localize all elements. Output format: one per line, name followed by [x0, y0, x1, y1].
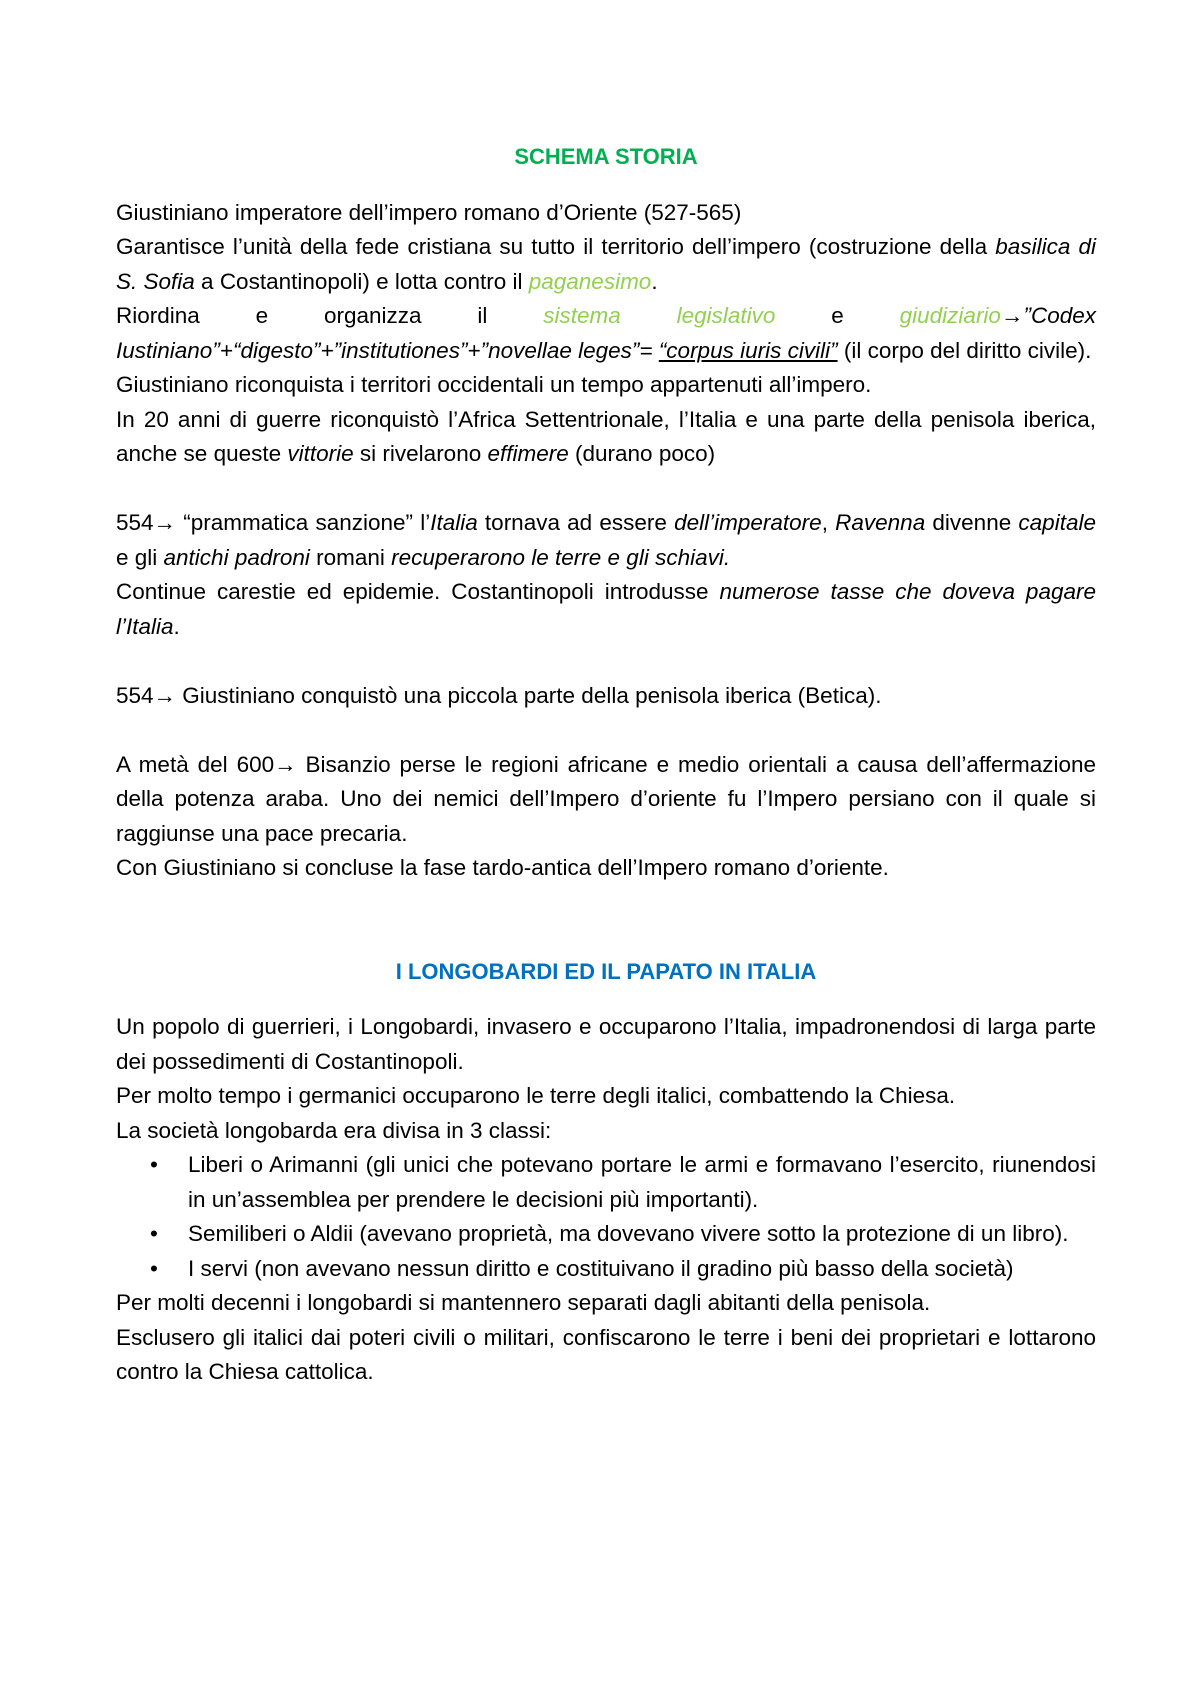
paragraph — [116, 575, 1096, 644]
paragraph: Esclusero gli italici dai poteri civili o militari, confiscarono le terre i beni dei proprietari e lottarono contro la Chiesa cattolica. — [116, 1324, 1096, 1384]
text-run: Riordina e organizza il — [116, 303, 544, 328]
text-run: In 20 anni di guerre riconquistò l’Africa Settentrionale, l’Italia e una parte della penisola iberica, anche se queste — [116, 406, 1096, 466]
text-run: A metà del 600 — [116, 751, 275, 777]
document-page — [116, 140, 1096, 1390]
paragraph: Giustiniano imperatore dell’impero romano d’Oriente (527-565) — [116, 199, 742, 225]
text-run-italic: antichi padroni — [163, 544, 310, 570]
arrow-icon: → — [1000, 303, 1024, 328]
text-run: . — [173, 613, 180, 639]
text-run-underline: “corpus iuris civili” — [658, 337, 838, 363]
paragraph — [116, 506, 1096, 575]
text-run: Garantisce l’unità della fede cristiana su tutto il territorio dell’impero (costruzione della — [116, 234, 996, 259]
text-run: Bisanzio perse le regioni africane e medio orientali a causa dell’affermazione della potenza araba. Uno dei nemici dell’Impero d’oriente fu l’Impero persiano con il quale si raggiunse una pace precaria. — [116, 751, 1096, 846]
text-run: e — [775, 303, 900, 328]
list-item — [116, 1252, 1096, 1287]
arrow-icon: → — [153, 510, 177, 535]
text-run: e gli — [116, 544, 164, 570]
text-run: , — [821, 510, 836, 535]
text-run-italic: recuperarono le terre e gli schiavi. — [391, 544, 731, 570]
paragraph: Per molto tempo i germanici occuparono le terre degli italici, combattendo la Chiesa. — [116, 1083, 956, 1108]
spacer — [116, 472, 1096, 507]
text-run-italic: vittorie — [287, 441, 354, 466]
text-run: . — [651, 268, 658, 294]
paragraph: Giustiniano riconquista i territori occidentali un tempo appartenuti all’impero. — [116, 372, 872, 397]
paragraph — [116, 230, 1096, 299]
bullet-icon: • — [150, 1255, 158, 1281]
spacer — [116, 644, 1096, 679]
arrow-icon: → — [274, 751, 297, 777]
list-item-text: Semiliberi o Aldii (avevano proprietà, ma dovevano vivere sotto la protezione di un libro). — [188, 1221, 1069, 1246]
paragraph: Con Giustiniano si concluse la fase tardo-antica dell’Impero romano d’oriente. — [116, 855, 889, 880]
paragraph: La società longobarda era divisa in 3 classi: — [116, 1117, 552, 1143]
text-run-italic: capitale — [1018, 510, 1096, 535]
text-run-italic: numerose tasse che doveva pagare l’Italia — [116, 579, 1096, 639]
list-item-text: I servi (non avevano nessun diritto e costituivano il gradino più basso della società) — [188, 1255, 1014, 1281]
text-run: divenne — [925, 510, 1019, 535]
spacer — [116, 886, 1096, 955]
text-run: (durano poco) — [568, 441, 716, 466]
paragraph: Un popolo di guerrieri, i Longobardi, invasero e occuparono l’Italia, impadronendosi di larga parte dei possedimenti di Costantinopoli. — [116, 1014, 1096, 1074]
list-item — [116, 1217, 1096, 1252]
text-run-italic: Ravenna — [835, 510, 926, 535]
text-run-italic: Italia — [430, 510, 478, 535]
text-run: “prammatica sanzione” l’ — [176, 510, 431, 535]
paragraph — [116, 748, 1096, 852]
text-run-italic: basilica di S. Sofia — [116, 234, 1096, 294]
text-run-italic: effimere — [487, 441, 569, 466]
text-run-highlight: sistema legislativo — [543, 303, 776, 328]
text-run: a Costantinopoli) e lotta contro il — [194, 268, 529, 294]
text-run: tornava ad essere — [477, 510, 675, 535]
text-run: (il corpo del diritto civile). — [837, 337, 1092, 363]
paragraph — [116, 679, 1096, 714]
text-run-italic: ”Codex Iustiniano”+“digesto”+”institutiones”+”novellae leges”= — [116, 303, 1096, 363]
classes-list — [116, 1148, 1096, 1286]
list-item — [116, 1148, 1096, 1217]
section-title-schema-storia: SCHEMA STORIA — [514, 144, 698, 169]
bullet-icon: • — [150, 1221, 158, 1246]
paragraph — [116, 403, 1096, 472]
text-run: Giustiniano conquistò una piccola parte della penisola iberica (Betica). — [176, 682, 882, 708]
text-run: 554 — [116, 682, 154, 708]
text-run-italic: dell’imperatore — [674, 510, 822, 535]
arrow-icon: → — [153, 682, 177, 708]
list-item-text: Liberi o Arimanni (gli unici che potevano portare le armi e formavano l’esercito, riunendosi in un’assemblea per prendere le decisioni più importanti). — [188, 1152, 1096, 1212]
text-run: Continue carestie ed epidemie. Costantinopoli introdusse — [116, 579, 720, 604]
spacer — [116, 713, 1096, 748]
text-run-highlight: paganesimo — [528, 268, 652, 294]
text-run: si rivelarono — [353, 441, 488, 466]
paragraph: Per molti decenni i longobardi si mantennero separati dagli abitanti della penisola. — [116, 1290, 931, 1315]
text-run-highlight: giudiziario — [899, 303, 1001, 328]
text-run: romani — [309, 544, 392, 570]
section-title-longobardi: I LONGOBARDI ED IL PAPATO IN ITALIA — [395, 958, 817, 984]
bullet-icon: • — [150, 1152, 158, 1177]
text-run: 554 — [116, 510, 154, 535]
paragraph — [116, 299, 1096, 368]
